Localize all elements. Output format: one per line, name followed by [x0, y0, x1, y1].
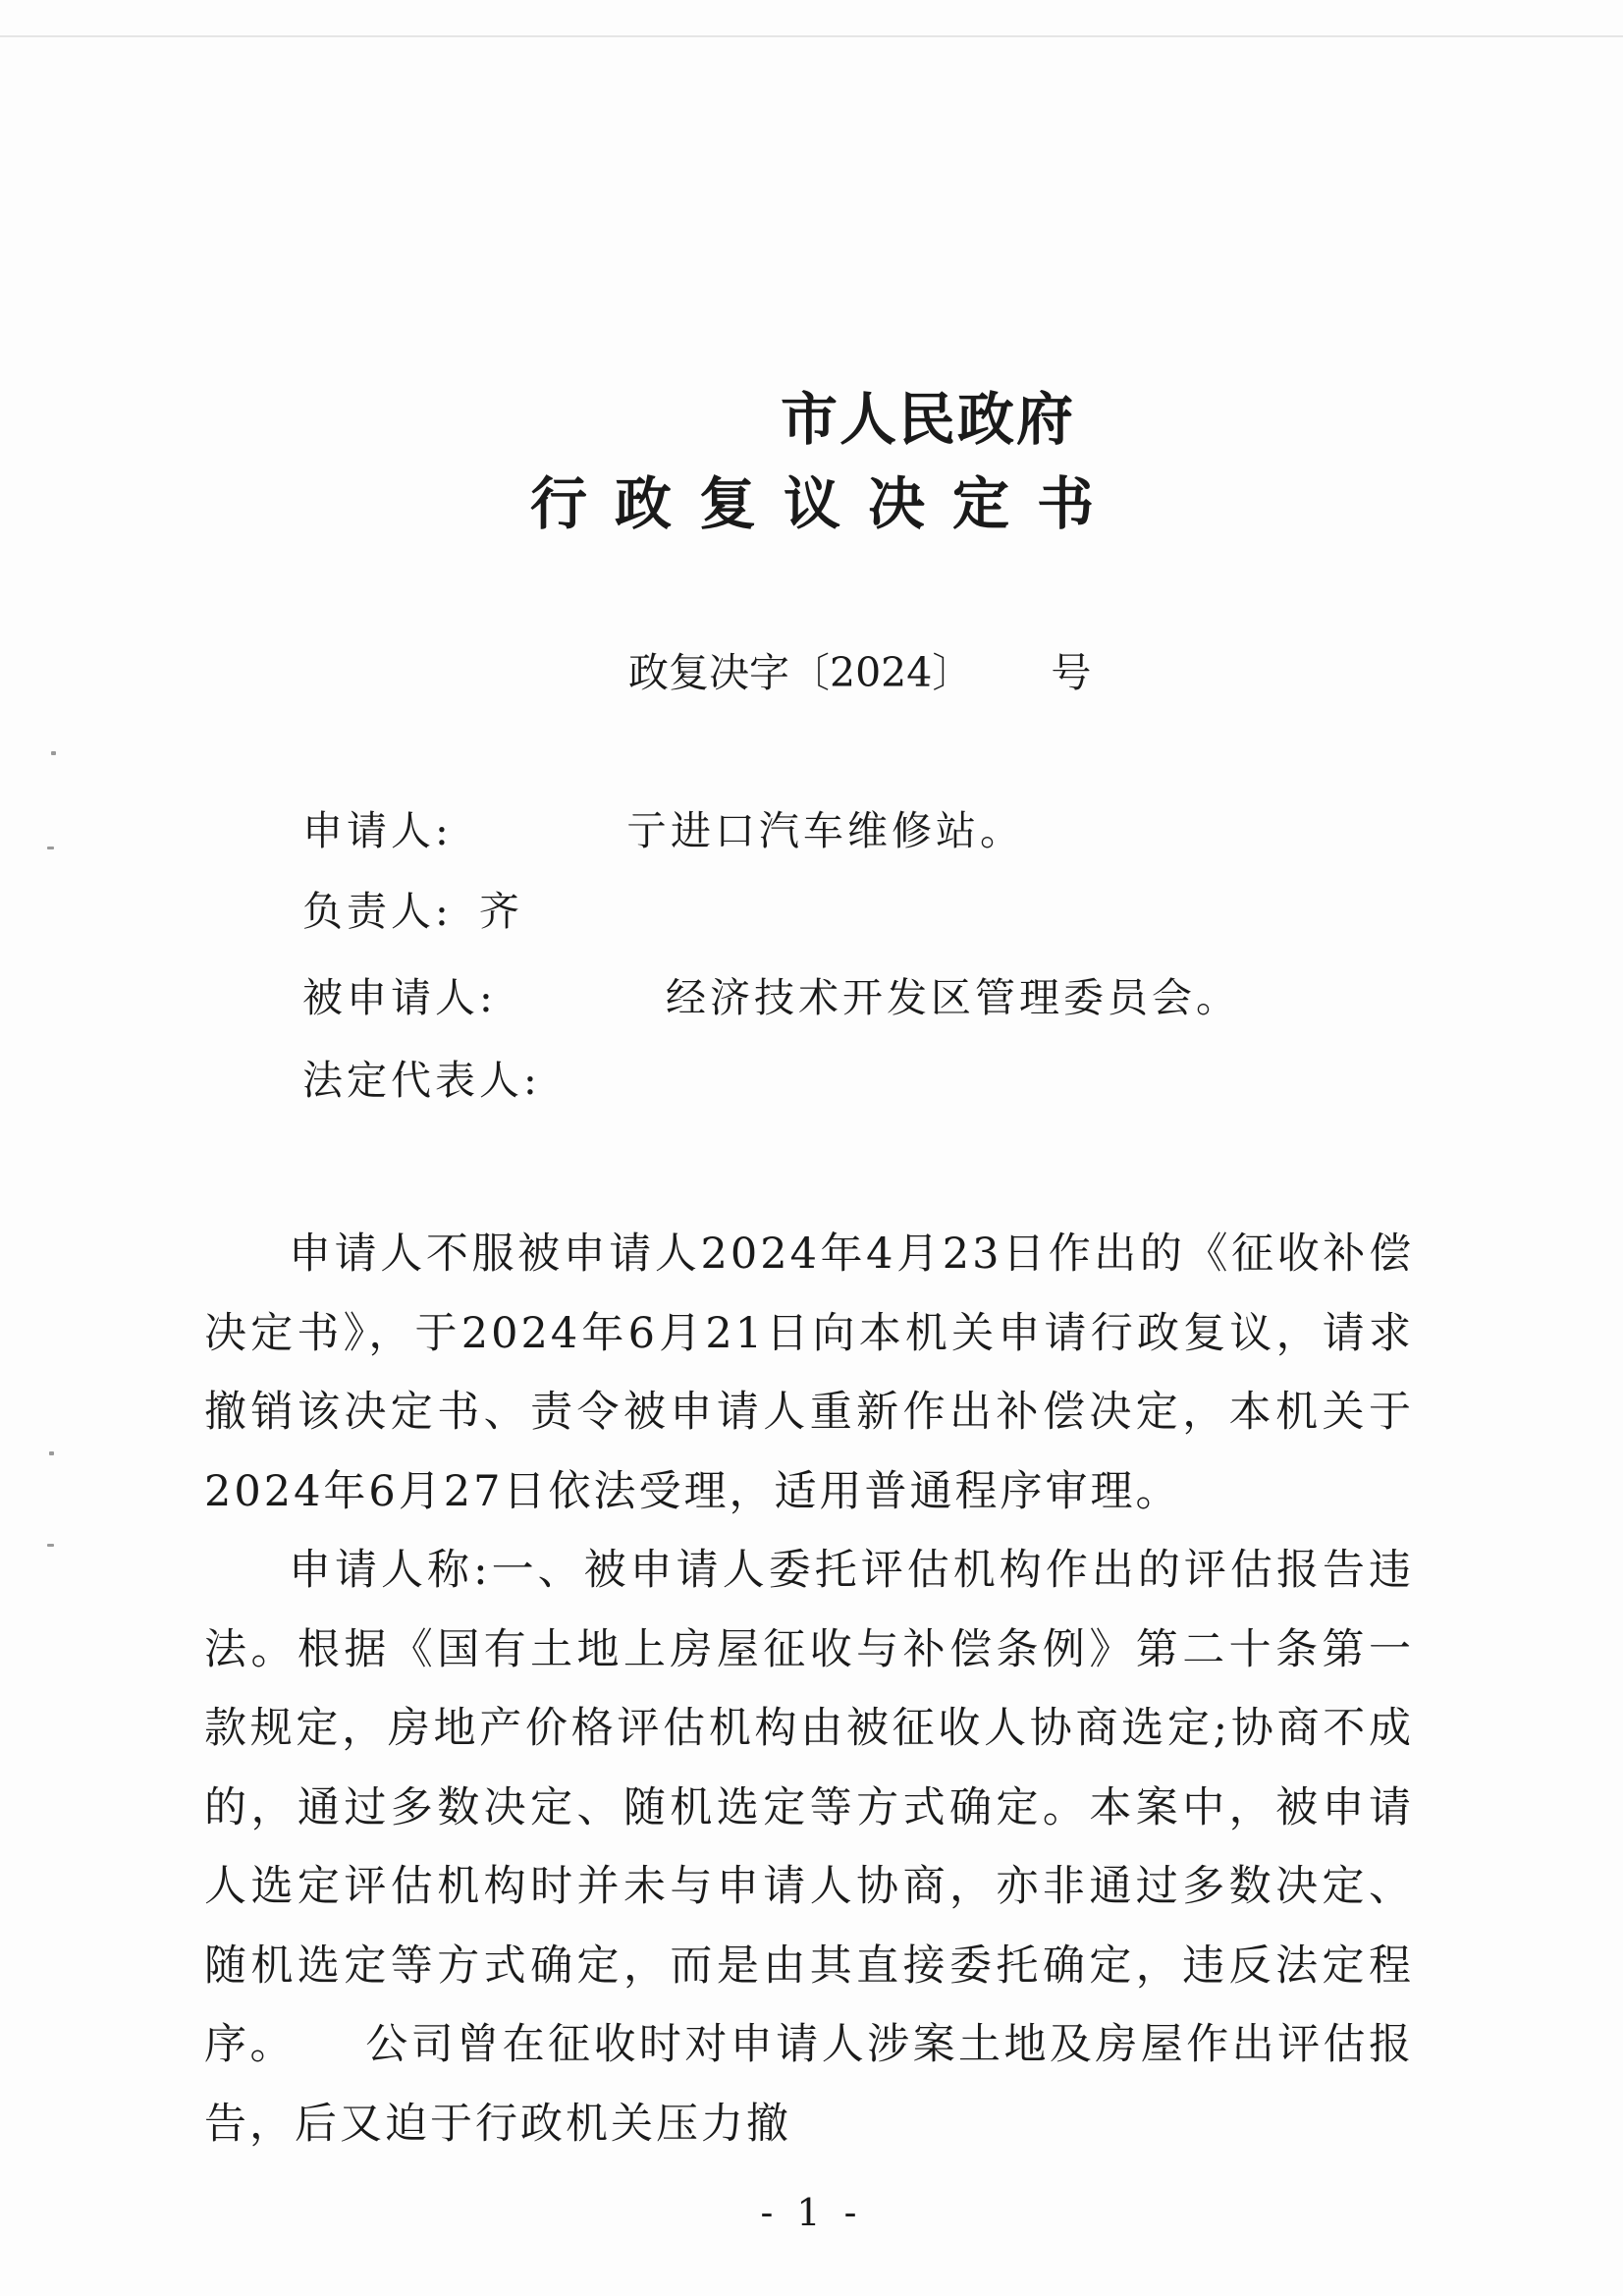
respondent-row: [302, 970, 1240, 1025]
body-paragraph-2: 申请人称:一、被申请人委托评估机构作出的评估报告违法。根据《国有土地上房屋征收与补偿条例》第二十条第一款规定，房地产价格评估机构由被征收人协商选定;协商不成的，通过多数决定、随机选定等方式确定。本案中，被申请人选定评估机构时并未与申请人协商，亦非通过多数决定、随机选定等方式确定，而是由其直接委托确定，违反法定程序。 公司曾在征收时对申请人涉案土地及房屋作出评估报告，后又迫于行政机关压力撤: [204, 1546, 1414, 2149]
scan-speck: [47, 847, 54, 849]
scan-speck: [51, 751, 56, 755]
responsible-person-label: 负责人:: [302, 888, 453, 935]
page-number: - 1 -: [760, 2191, 863, 2234]
document-number: [628, 645, 1091, 700]
applicant-label: 申请人:: [302, 807, 453, 854]
applicant-value: 亍进口汽车维修站。: [626, 807, 1024, 854]
legal-representative-row: [302, 1053, 541, 1108]
responsible-person-row: [302, 884, 523, 939]
body-paragraph-1: 申请人不服被申请人2024年4月23日作出的《征收补偿决定书》，于2024年6月21日向本机关申请行政复议，请求撤销该决定书、责令被申请人重新作出补偿决定，本机关于2024年6月27日依法受理，适用普通程序审理。: [204, 1230, 1414, 1516]
responsible-person-value: 齐: [479, 888, 523, 935]
scan-speck: [47, 1544, 54, 1547]
document-title: 行政复议决定书: [530, 470, 1122, 537]
respondent-value: 经济技术开发区管理委员会。: [666, 974, 1240, 1021]
document-number-suffix: 号: [1051, 649, 1092, 696]
applicant-row: [302, 803, 1024, 858]
respondent-label: 被申请人:: [302, 974, 497, 1021]
document-number-prefix: 政复决字〔2024〕: [628, 649, 973, 696]
scan-speck: [49, 1451, 54, 1455]
organization-title: 市人民政府: [781, 386, 1076, 453]
decision-body: [204, 1215, 1414, 2163]
scan-edge-line: [0, 35, 1623, 37]
legal-representative-label: 法定代表人:: [302, 1057, 541, 1104]
